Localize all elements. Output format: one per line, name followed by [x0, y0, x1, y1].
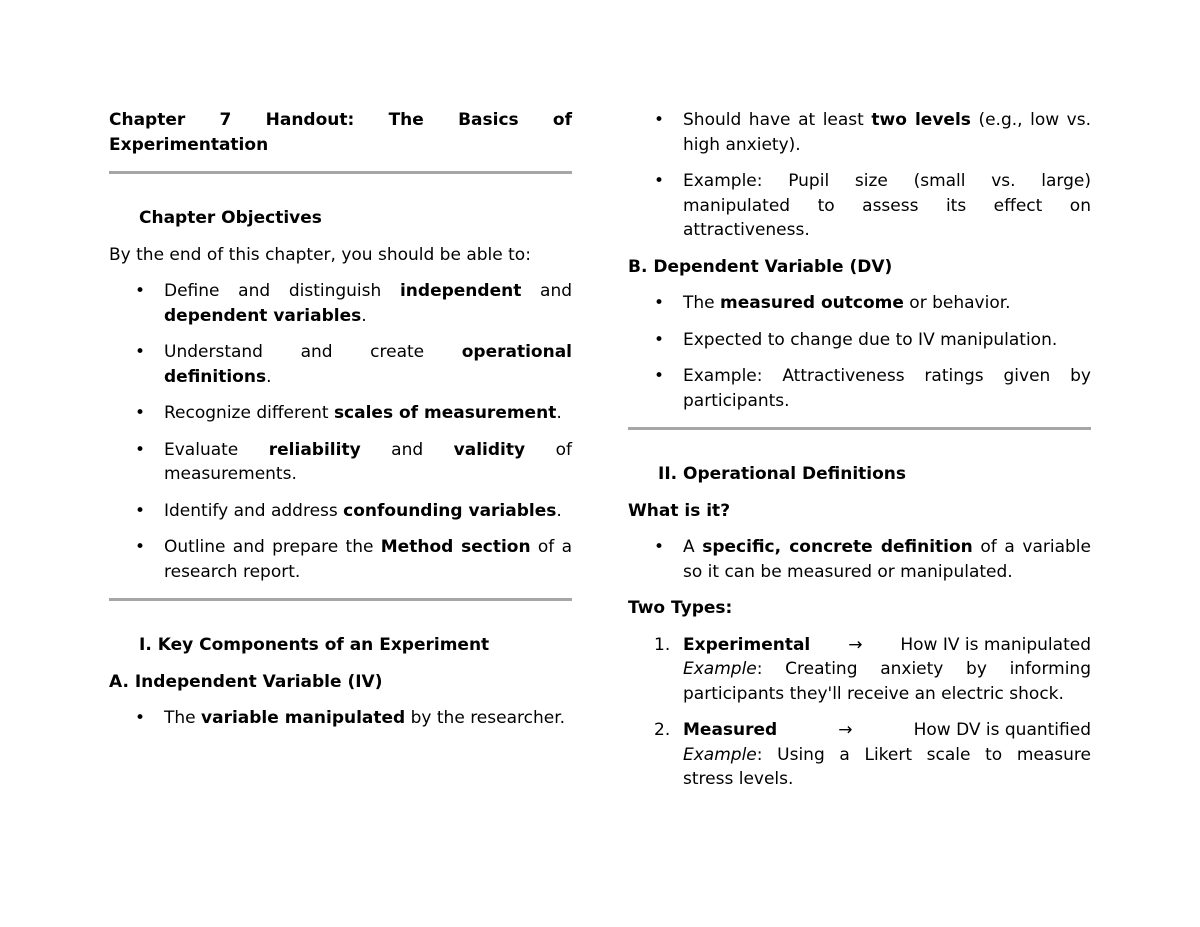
list-number: 1.: [654, 634, 671, 655]
bullet-icon: •: [135, 403, 146, 423]
bullet-icon: •: [135, 342, 146, 362]
bullet-icon: •: [654, 329, 665, 350]
divider: [109, 598, 572, 601]
bullet-icon: •: [654, 537, 665, 557]
type-example: Example: Creating anxiety by informing participants they'll receive an electric shock.: [683, 659, 1091, 704]
type-example: Example: Using a Likert scale to measure stress levels.: [683, 744, 1091, 789]
iv-list: [109, 706, 572, 731]
two-types-label: Two Types:: [628, 598, 733, 618]
bullet-icon: •: [135, 500, 146, 521]
type-line: Experimental → How IV is manipulated: [683, 633, 1091, 658]
types-list: [628, 633, 1091, 792]
iv-heading: A. Independent Variable (IV): [109, 671, 383, 692]
iv-item: • Should have at least two levels (e.g., low vs. high anxiety).: [654, 110, 1091, 155]
what-list: [628, 535, 1091, 584]
type-item: [628, 718, 1091, 792]
divider: [628, 427, 1091, 430]
objective-item: • Recognize different scales of measurement.: [109, 401, 572, 426]
right-column: [628, 108, 1091, 792]
dv-item: • Example: Attractiveness ratings given by participants.: [654, 366, 1091, 411]
objectives-list: [109, 279, 572, 584]
bullet-icon: •: [654, 366, 665, 386]
objective-item: • Define and distinguish independent and dependent variables.: [135, 281, 573, 326]
key-components-heading: I. Key Components of an Experiment: [139, 635, 490, 655]
what-is-it-label: What is it?: [628, 500, 731, 521]
type-line: Measured → How DV is quantified: [683, 718, 1091, 743]
bullet-icon: •: [135, 439, 146, 460]
objective-item: • Evaluate reliability and validity of measurements.: [135, 439, 572, 484]
bullet-icon: •: [135, 281, 146, 301]
objective-item: • Understand and create operational definitions.: [135, 342, 572, 387]
dv-item: • Expected to change due to IV manipulation.: [628, 328, 1091, 353]
dv-item: • The measured outcome or behavior.: [628, 291, 1091, 316]
dv-heading: B. Dependent Variable (DV): [628, 256, 893, 277]
iv-list-continued: [628, 108, 1091, 243]
objective-item: • Identify and address confounding variables.: [109, 499, 572, 524]
document-title: Chapter 7 Handout: The Basics of Experimentation: [109, 110, 572, 155]
bullet-icon: •: [654, 110, 665, 130]
bullet-icon: •: [135, 537, 146, 557]
arrow-icon: →: [838, 720, 853, 740]
list-number: 2.: [654, 720, 671, 740]
bullet-icon: •: [654, 171, 665, 191]
objectives-heading: Chapter Objectives: [139, 208, 322, 228]
arrow-icon: →: [848, 634, 863, 655]
iv-item: • Example: Pupil size (small vs. large) manipulated to assess its effect on attractiveness.: [654, 171, 1091, 240]
type-item: [628, 633, 1091, 707]
bullet-icon: •: [135, 708, 146, 728]
dv-list: [628, 291, 1091, 413]
divider: [109, 171, 572, 174]
objectives-intro: By the end of this chapter, you should be able to:: [109, 244, 531, 265]
operational-heading: II. Operational Definitions: [658, 464, 907, 484]
definition-item: • A specific, concrete definition of a variable so it can be measured or manipulated.: [654, 537, 1091, 582]
bullet-icon: •: [654, 293, 665, 313]
iv-item: • The variable manipulated by the researcher.: [109, 706, 572, 731]
left-column: [109, 108, 572, 731]
objective-item: • Outline and prepare the Method section of a research report.: [135, 537, 572, 582]
